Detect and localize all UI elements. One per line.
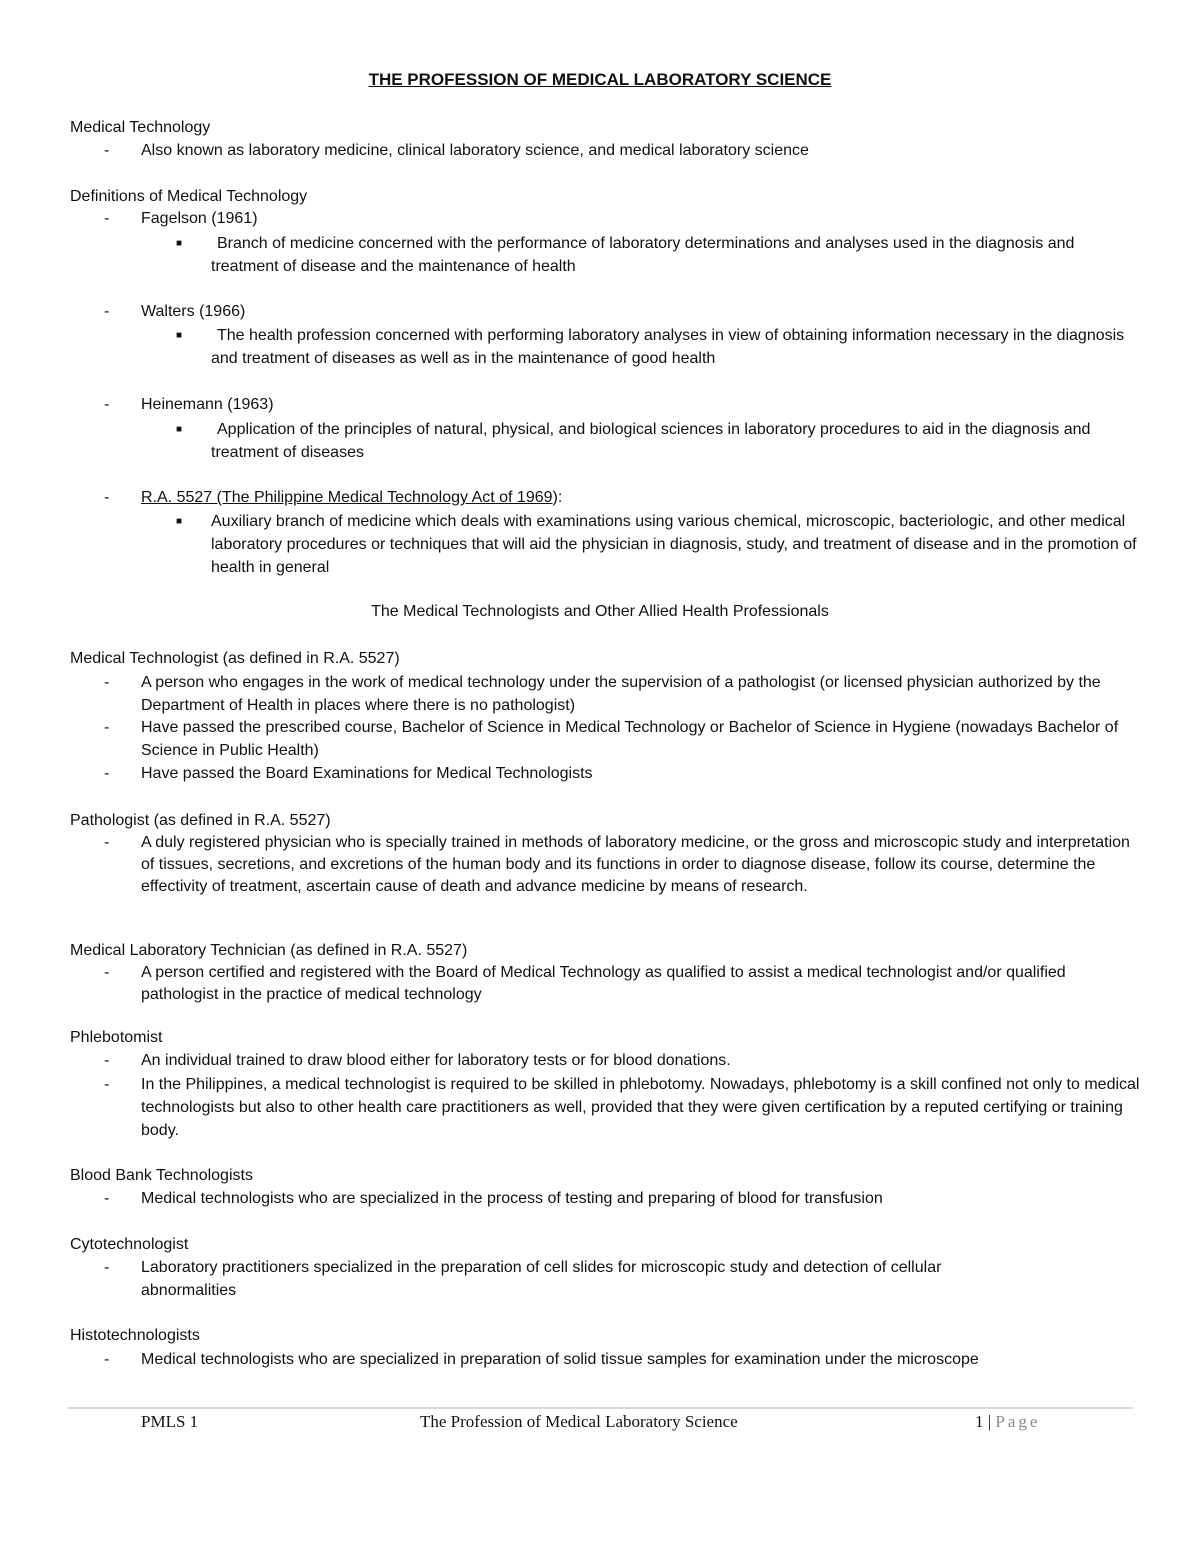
dash-bullet: - [104, 719, 110, 736]
list-item-text: Have passed the Board Examinations for Medical Technologists [141, 765, 593, 782]
list-item-text: An individual trained to draw blood either for laboratory tests or for blood donations. [141, 1052, 731, 1069]
dash-bullet: - [104, 1190, 110, 1207]
definition-text-fagelson: Branch of medicine concerned with the performance of laboratory determinations and analyses used in the diagnosis and treatment of disease and the maintenance of health [211, 235, 1075, 275]
dash-bullet: - [104, 489, 110, 506]
section-heading-histotechnologists: Histotechnologists [70, 1327, 200, 1344]
dash-bullet: - [104, 1052, 110, 1069]
section-heading-medical-technologist: Medical Technologist (as defined in R.A. 5527) [70, 650, 400, 667]
square-bullet: ■ [176, 424, 183, 435]
list-item-text: A person who engages in the work of medical technology under the supervision of a pathologist (or licensed physician authorized by the Department of Health in places where there is no pathologist) [141, 674, 1101, 714]
definition-source-walters: Walters (1966) [141, 303, 246, 320]
footer-page-word: Page [995, 1412, 1041, 1431]
definition-source-heinemann: Heinemann (1963) [141, 396, 274, 413]
allied-health-heading: The Medical Technologists and Other Allied Health Professionals [371, 603, 829, 620]
document-title: THE PROFESSION OF MEDICAL LABORATORY SCIENCE [368, 70, 832, 89]
list-item-text: In the Philippines, a medical technologist is required to be skilled in phlebotomy. Nowadays, phlebotomy is a skill confined not only to medical technologists but also to other health care practitioners as well, provided that they were given certification by a reputed certifying or training body. [141, 1076, 1140, 1139]
list-item-text: Medical technologists who are specialized in preparation of solid tissue samples for examination under the microscope [141, 1351, 979, 1368]
section-heading-definitions: Definitions of Medical Technology [70, 188, 308, 205]
list-item-text: Have passed the prescribed course, Bachelor of Science in Medical Technology or Bachelor of Science in Hygiene (nowadays Bachelor of Science in Public Health) [141, 719, 1119, 759]
list-item-text: A duly registered physician who is specially trained in methods of laboratory medicine, or the gross and microscopic study and interpretation of tissues, secretions, and excretions of the human body and its functions in order to diagnose disease, follow its course, determine the effectivity of treatment, ascertain cause of death and advance medicine by means of research. [141, 834, 1130, 895]
square-bullet: ■ [176, 238, 183, 249]
dash-bullet: - [104, 142, 110, 159]
dash-bullet: - [104, 303, 110, 320]
dash-bullet: - [104, 964, 110, 981]
definition-text-heinemann: Application of the principles of natural, physical, and biological sciences in laboratory procedures to aid in the diagnosis and treatment of diseases [211, 421, 1091, 461]
list-item-text: A person certified and registered with the Board of Medical Technology as qualified to assist a medical technologist and/or qualified pathologist in the practice of medical technology [141, 964, 1066, 1003]
square-bullet: ■ [176, 330, 183, 341]
dash-bullet: - [104, 210, 110, 227]
square-bullet: ■ [176, 516, 183, 527]
ra5527-title-suffix: ): [552, 489, 563, 506]
definition-text-walters: The health profession concerned with performing laboratory analyses in view of obtaining information necessary in the diagnosis and treatment of diseases as well as in the maintenance of good health [211, 327, 1125, 367]
list-item-text: Medical technologists who are specialized in the process of testing and preparing of blood for transfusion [141, 1190, 883, 1207]
section-heading-medical-laboratory-technician: Medical Laboratory Technician (as defined in R.A. 5527) [70, 942, 468, 959]
dash-bullet: - [104, 396, 110, 413]
footer-course-code: PMLS 1 [141, 1412, 199, 1431]
section-heading-blood-bank: Blood Bank Technologists [70, 1167, 253, 1184]
definition-source-ra5527 [141, 487, 1141, 510]
footer-divider [68, 1407, 1133, 1409]
section-heading-pathologist: Pathologist (as defined in R.A. 5527) [70, 812, 331, 829]
section-heading-medical-technology: Medical Technology [70, 119, 211, 136]
footer-page-indicator [975, 1411, 1040, 1433]
definition-source-fagelson: Fagelson (1961) [141, 210, 258, 227]
ra5527-title: R.A. 5527 (The Philippine Medical Technology Act of 1969 [141, 489, 553, 506]
list-item-text: Also known as laboratory medicine, clinical laboratory science, and medical laboratory science [141, 142, 809, 159]
section-heading-cytotechnologist: Cytotechnologist [70, 1236, 189, 1253]
dash-bullet: - [104, 674, 110, 691]
footer-page-number: 1 [975, 1412, 984, 1431]
dash-bullet: - [104, 765, 110, 782]
dash-bullet: - [104, 1076, 110, 1093]
footer-document-title: The Profession of Medical Laboratory Science [420, 1412, 738, 1431]
definition-text-ra5527: Auxiliary branch of medicine which deals with examinations using various chemical, microscopic, bacteriologic, and other medical laboratory procedures or techniques that will aid the physician in diagnosis, study, and treatment of disease and in the promotion of health in general [211, 513, 1137, 576]
dash-bullet: - [104, 834, 110, 851]
dash-bullet: - [104, 1351, 110, 1368]
section-heading-phlebotomist: Phlebotomist [70, 1029, 163, 1046]
dash-bullet: - [104, 1259, 110, 1276]
footer-separator: | [983, 1412, 996, 1431]
list-item-text: Laboratory practitioners specialized in the preparation of cell slides for microscopic study and detection of cellular abnormalities [141, 1259, 942, 1299]
